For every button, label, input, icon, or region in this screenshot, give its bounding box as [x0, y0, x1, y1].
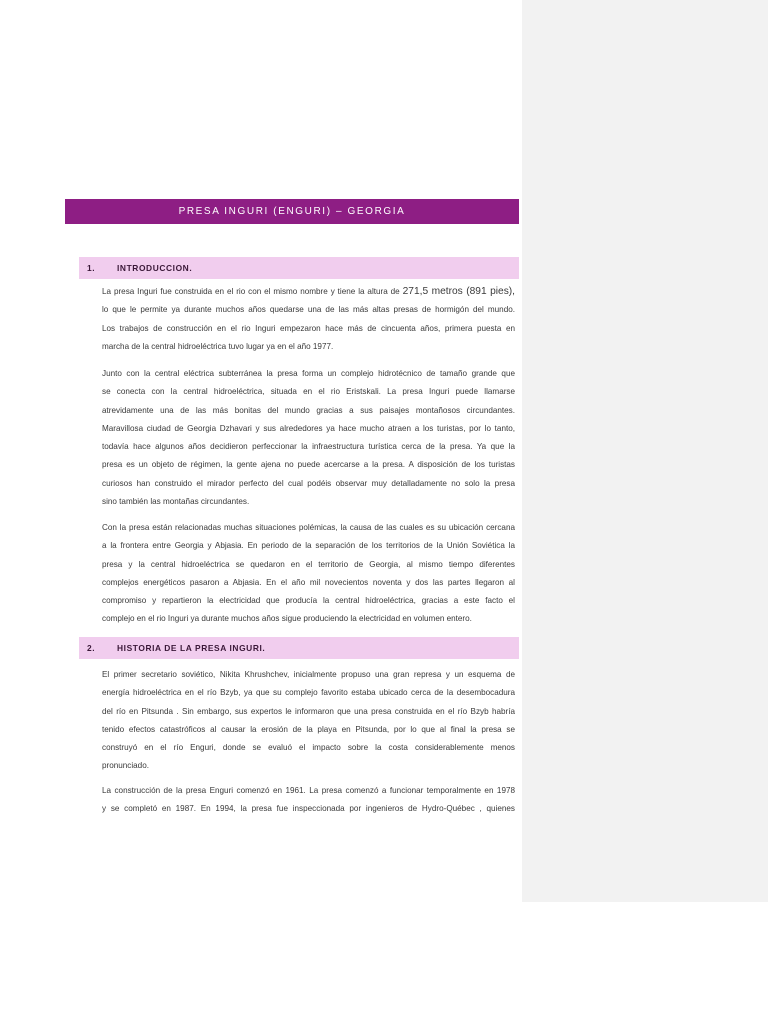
section-number: 2. [87, 643, 96, 653]
text-line: Maravillosa ciudad de Georgia Dzhavari y sus alrededores ya hace mucho atraen a los turistas, por lo tanto, [102, 423, 515, 433]
section-label: INTRODUCCION. [117, 263, 193, 273]
text-line: Junto con la central eléctrica subterránea la presa forma un complejo hidrotécnico de tamaño grande que [102, 369, 515, 378]
text-line: del río en Pitsunda . Sin embargo, sus expertos le informaron que una presa construida en el río Bzyb habría [102, 706, 515, 716]
text-line: presa es un objeto de régimen, la gente ajena no puede acercarse a la presa. A disposición de los turistas [102, 460, 515, 470]
text-line: complejos energéticos pasaron a Abjasia. En el año mil novecientos noventa y dos las partes llegaron al [102, 577, 515, 587]
historia-paragraph-1 [102, 666, 515, 776]
text-line: Con la presa están relacionadas muchas situaciones polémicas, la causa de las cuales es su ubicación cercana [102, 523, 515, 532]
section-number: 1. [87, 263, 96, 273]
text-line: a la frontera entre Georgia y Abjasia. En periodo de la separación de los territorios de la Unión Soviética la [102, 541, 515, 551]
text-line: complejo en el rio Inguri ya durante muchos años sigue produciendo la electricidad en volumen entero. [102, 614, 472, 624]
section-heading-historia [79, 637, 519, 659]
text-line: Los trabajos de construcción en el rio Inguri empezaron hace más de cincuenta años, primera puesta en [102, 323, 515, 333]
intro-paragraph-1 [102, 283, 515, 356]
historia-paragraph-2 [102, 782, 515, 819]
text-line: todavía hace algunos años decidieron perfeccionar la infraestructura turística cerca de la presa. Ya que la [102, 442, 515, 452]
text-line: compromiso y repartieron la electricidad que producía la central hidroeléctrica, gracias a este facto el [102, 596, 515, 606]
text-line: pronunciado. [102, 761, 149, 771]
section-label: HISTORIA DE LA PRESA INGURI. [117, 643, 266, 653]
section-heading-intro [79, 257, 519, 279]
text-line: curiosos han construido el mirador perfecto del cual podéis observar muy detalladamente no solo la presa [102, 478, 515, 488]
text-line: atrevidamente una de las más bonitas del mundo gracias a sus paisajes montañosos circundantes. [102, 405, 515, 415]
text-line: La construcción de la presa Enguri comenzó en 1961. La presa comenzó a funcionar temporalmente en 1978 [102, 786, 515, 795]
text-line: sino también las montañas circundantes. [102, 497, 250, 507]
text-line: presa y la central hidroeléctrica se quedaron en el territorio de Georgia, al mismo tiempo diferentes [102, 559, 515, 569]
text-line [102, 283, 515, 301]
document-title: PRESA INGURI (ENGURI) – GEORGIA [178, 206, 406, 217]
text-line: tenido efectos catastróficos al causar la erosión de la playa en Pitsunda, por lo que al final la presa se [102, 724, 515, 734]
comment-margin [522, 0, 768, 902]
intro-paragraph-3 [102, 519, 515, 629]
text-line: construyó en el río Enguri, donde se evaluó el impacto sobre la costa considerablemente menos [102, 743, 515, 753]
intro-paragraph-2 [102, 365, 515, 511]
text-line: marcha de la central hidroeléctrica tuvo lugar ya en el año 1977. [102, 341, 334, 351]
document-title-bar [65, 199, 519, 224]
text-line: y se completó en 1987. En 1994, la presa fue inspeccionada por ingenieros de Hydro-Québec , quienes [102, 804, 515, 814]
text-segment: La presa Inguri fue construida en el rio con el mismo nombre y tiene la altura de [102, 287, 403, 296]
text-line: se conecta con la central hidroeléctrica, situada en el rio Eristskali. La presa Inguri puede llamarse [102, 387, 515, 397]
text-line: lo que le permite ya durante muchos años quedarse una de las más altas presas de hormigón del mundo. [102, 305, 515, 315]
text-line: energía hidroeléctrica en el río Bzyb, ya que su complejo favorito estaba ubicado cerca de la desembocadura [102, 688, 515, 698]
text-segment-height: 271,5 metros (891 pies), [402, 286, 515, 297]
text-line: El primer secretario soviético, Nikita Khrushchev, inicialmente propuso una gran represa y un esquema de [102, 670, 515, 679]
